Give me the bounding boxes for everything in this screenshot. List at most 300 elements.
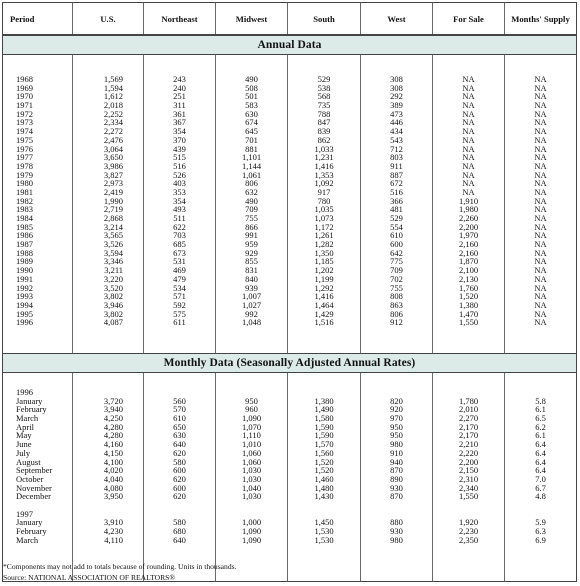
- table-cell: 592: [173, 299, 186, 310]
- table-cell: 370: [173, 134, 186, 145]
- table-cell: 1,092: [314, 178, 334, 189]
- table-cell: 2,100: [458, 265, 479, 276]
- table-cell: 1,569: [103, 74, 123, 84]
- table-cell: NA: [534, 160, 547, 171]
- table-cell: NA: [462, 82, 475, 93]
- table-cell: 3,220: [103, 273, 123, 284]
- table-cell: 2,160: [458, 239, 479, 250]
- table-cell: NA: [534, 169, 547, 180]
- table-cell: 3,986: [103, 160, 123, 171]
- table-cell: 650: [173, 421, 186, 432]
- table-cell: 501: [245, 91, 258, 102]
- table-cell: NA: [534, 308, 547, 319]
- row-label: 1986: [16, 230, 33, 241]
- table-cell: 1,870: [458, 256, 479, 267]
- table-cell: 4,250: [103, 413, 123, 424]
- row-label: 1993: [16, 291, 33, 302]
- table-cell: 622: [173, 221, 186, 232]
- table-cell: 6.2: [535, 421, 546, 432]
- col-header-south: South: [288, 3, 361, 34]
- col-period: [3, 55, 73, 353]
- table-cell: 3,940: [103, 404, 123, 415]
- header-row: [3, 3, 576, 35]
- monthly-data-heading: Monthly Data (Seasonally Adjusted Annual Rates): [3, 353, 576, 373]
- row-label: 1984: [16, 213, 33, 223]
- row-label: March: [16, 413, 39, 424]
- table-cell: 709: [245, 204, 258, 215]
- table-cell: 1,612: [103, 91, 123, 102]
- table-cell: 1,429: [314, 308, 334, 319]
- table-cell: 1,780: [458, 395, 479, 406]
- table-cell: 735: [317, 100, 331, 111]
- row-label: September: [16, 465, 53, 476]
- table-cell: 1,030: [241, 491, 262, 502]
- table-cell: 1,990: [103, 195, 123, 206]
- table-cell: 6.4: [535, 456, 546, 467]
- table-cell: 2,200: [458, 221, 479, 232]
- table-cell: 1,090: [241, 534, 262, 545]
- table-cell: NA: [534, 108, 547, 119]
- table-cell: 2,476: [103, 134, 123, 145]
- table-cell: 831: [245, 265, 258, 276]
- table-cell: 863: [390, 299, 403, 310]
- table-cell: 1,030: [241, 465, 262, 476]
- col-us: [73, 55, 144, 353]
- table-cell: 2,419: [103, 186, 123, 197]
- table-cell: 980: [390, 534, 403, 545]
- table-cell: 5.8: [535, 395, 546, 406]
- table-cell: 939: [245, 282, 258, 293]
- table-cell: 610: [173, 413, 186, 424]
- table-cell: 1,282: [314, 239, 334, 250]
- table-cell: 1,030: [241, 473, 262, 484]
- table-cell: 1,073: [314, 213, 334, 223]
- table-cell: 1,172: [314, 221, 334, 232]
- table-cell: 583: [245, 100, 258, 111]
- table-cell: 1,061: [241, 169, 262, 180]
- table-cell: 4,040: [103, 473, 123, 484]
- table-cell: 4,150: [103, 447, 123, 458]
- table-cell: 775: [390, 256, 403, 267]
- table-cell: 1,980: [458, 204, 479, 215]
- monthly-data-body: [3, 373, 576, 581]
- table-cell: 912: [390, 317, 403, 328]
- table-cell: 600: [390, 239, 403, 250]
- table-cell: 930: [390, 482, 403, 493]
- table-cell: NA: [534, 204, 547, 215]
- row-label: 1989: [16, 256, 33, 267]
- table-cell: 473: [390, 108, 403, 119]
- table-cell: 870: [390, 465, 403, 476]
- table-cell: NA: [462, 152, 475, 163]
- annual-data-heading: Annual Data: [3, 35, 576, 55]
- table-cell: 1,090: [241, 413, 262, 424]
- table-cell: 839: [317, 126, 331, 137]
- table-cell: 531: [173, 256, 186, 267]
- table-cell: 3,526: [103, 239, 123, 250]
- table-cell: 780: [317, 195, 331, 206]
- table-cell: 1,530: [314, 526, 334, 536]
- table-cell: NA: [462, 186, 475, 197]
- row-label: 1975: [16, 134, 33, 145]
- table-cell: 806: [245, 178, 258, 189]
- row-label: August: [16, 456, 41, 467]
- table-cell: 712: [390, 143, 403, 154]
- footnote: *Components may not add to totals because of rounding. Units in thousands.: [3, 562, 237, 571]
- table-cell: 1,470: [458, 308, 479, 319]
- row-label: February: [16, 404, 47, 415]
- table-cell: 1,550: [458, 317, 479, 328]
- table-cell: 5.9: [535, 517, 546, 528]
- table-cell: 808: [390, 291, 403, 302]
- table-cell: 980: [390, 439, 403, 450]
- row-label: 1991: [16, 273, 33, 284]
- table-cell: 4,020: [103, 465, 123, 476]
- table-cell: 881: [245, 143, 258, 154]
- table-cell: 600: [173, 465, 186, 476]
- table-cell: 929: [245, 247, 258, 258]
- table-cell: 560: [173, 395, 186, 406]
- table-cell: 1,520: [314, 456, 334, 467]
- table-cell: 6.5: [535, 413, 546, 424]
- table-cell: 2,220: [458, 447, 479, 458]
- row-label: 1987: [16, 239, 33, 250]
- group-year-label: 1997: [16, 508, 33, 519]
- table-cell: 1,380: [458, 299, 479, 310]
- table-cell: NA: [534, 195, 547, 206]
- table-cell: 554: [390, 221, 403, 232]
- row-label: 1994: [16, 299, 33, 310]
- table-cell: 516: [173, 160, 186, 171]
- table-cell: NA: [534, 291, 547, 302]
- table-cell: 251: [173, 91, 186, 102]
- table-cell: NA: [534, 282, 547, 293]
- table-cell: NA: [534, 273, 547, 284]
- row-label: April: [16, 421, 34, 432]
- row-label: 1985: [16, 221, 33, 232]
- table-cell: 2,270: [458, 413, 479, 424]
- table-cell: 1,594: [103, 82, 123, 93]
- table-cell: 3,565: [103, 230, 123, 241]
- table-cell: 1,520: [458, 291, 479, 302]
- row-label: 1970: [16, 91, 33, 102]
- table-cell: 680: [173, 526, 186, 536]
- table-cell: NA: [534, 82, 547, 93]
- table-cell: 571: [173, 291, 186, 302]
- table-cell: 910: [390, 447, 403, 458]
- table-cell: 292: [390, 91, 403, 102]
- table-cell: 3,802: [103, 308, 123, 319]
- row-label: 1976: [16, 143, 33, 154]
- table-cell: 3,346: [103, 256, 123, 267]
- table-cell: 6.4: [535, 447, 546, 458]
- table-cell: 2,150: [458, 465, 479, 476]
- table-cell: NA: [534, 143, 547, 154]
- table-cell: 600: [173, 482, 186, 493]
- table-cell: 950: [390, 421, 403, 432]
- col-header-months-supply: Months' Supply: [511, 13, 570, 24]
- table-cell: 1,033: [314, 143, 334, 154]
- table-cell: 1,480: [314, 482, 334, 493]
- table-cell: 1,416: [314, 160, 334, 171]
- table-cell: 701: [245, 134, 258, 145]
- table-cell: 992: [245, 308, 258, 319]
- table-cell: 672: [390, 178, 403, 189]
- table-cell: 991: [245, 230, 258, 241]
- table-cell: NA: [534, 265, 547, 276]
- table-cell: 611: [173, 317, 186, 328]
- table-cell: 515: [173, 152, 186, 163]
- table-cell: 4,280: [103, 430, 123, 441]
- table-cell: 508: [245, 82, 258, 93]
- table-cell: 1,350: [314, 247, 334, 258]
- table-cell: 890: [390, 473, 403, 484]
- table-cell: NA: [534, 126, 547, 137]
- table-cell: NA: [534, 299, 547, 310]
- table-cell: 960: [245, 404, 258, 415]
- table-cell: 469: [173, 265, 186, 276]
- table-cell: 3,520: [103, 282, 123, 293]
- table-cell: 703: [173, 230, 186, 241]
- table-cell: 640: [173, 439, 186, 450]
- table-cell: 3,827: [103, 169, 123, 180]
- row-label: July: [16, 447, 31, 458]
- table-cell: 389: [390, 100, 403, 111]
- row-label: 1981: [16, 186, 33, 197]
- table-cell: 575: [173, 308, 186, 319]
- table-cell: 1,530: [314, 534, 334, 545]
- table-cell: NA: [534, 178, 547, 189]
- table-cell: 2,130: [458, 273, 479, 284]
- table-cell: 1,910: [458, 195, 479, 206]
- table-cell: NA: [534, 230, 547, 241]
- table-cell: NA: [534, 256, 547, 267]
- table-cell: 3,910: [103, 517, 123, 528]
- table-cell: 1,199: [314, 273, 334, 284]
- table-cell: 1,027: [241, 299, 262, 310]
- table-cell: 1,007: [241, 291, 262, 302]
- table-cell: 479: [173, 273, 186, 284]
- table-cell: 1,185: [314, 256, 334, 267]
- table-cell: 610: [390, 230, 403, 241]
- table-cell: 1,090: [241, 526, 262, 536]
- table-cell: 1,490: [314, 404, 334, 415]
- table-cell: 4,230: [103, 526, 123, 536]
- table-cell: 4,110: [104, 534, 123, 545]
- table-cell: 240: [173, 82, 186, 93]
- table-cell: 6.7: [535, 482, 546, 493]
- table-cell: 2,010: [458, 404, 479, 415]
- table-cell: 950: [390, 430, 403, 441]
- row-label: 1968: [16, 74, 33, 84]
- table-cell: 439: [173, 143, 186, 154]
- table-cell: NA: [462, 143, 475, 154]
- table-cell: 959: [245, 239, 258, 250]
- table-cell: NA: [462, 117, 475, 128]
- table-cell: 2,260: [458, 213, 479, 223]
- table-cell: 1,460: [314, 473, 334, 484]
- table-cell: 2,334: [103, 117, 123, 128]
- col-midwest: [216, 55, 288, 353]
- table-cell: 1,144: [241, 160, 262, 171]
- table-cell: 6.3: [535, 526, 546, 536]
- table-cell: 1,040: [241, 482, 262, 493]
- table-cell: 620: [173, 447, 186, 458]
- table-cell: 2,230: [458, 526, 479, 536]
- table-cell: 1,380: [314, 395, 334, 406]
- table-cell: 6.1: [535, 430, 546, 441]
- table-cell: NA: [534, 317, 547, 328]
- table-cell: 534: [173, 282, 186, 293]
- table-cell: 685: [173, 239, 186, 250]
- col-for-sale: [433, 373, 505, 581]
- table-cell: 366: [390, 195, 403, 206]
- table-cell: 803: [390, 152, 403, 163]
- table-cell: 847: [317, 117, 331, 128]
- table-cell: 1,516: [314, 317, 334, 328]
- table-cell: 4.8: [535, 491, 546, 502]
- table-cell: 1,920: [458, 517, 479, 528]
- table-cell: 1,550: [458, 491, 479, 502]
- table-cell: NA: [534, 247, 547, 258]
- table-cell: NA: [534, 117, 547, 128]
- table-cell: 580: [173, 456, 186, 467]
- table-cell: 538: [317, 82, 331, 93]
- table-cell: 516: [390, 186, 403, 197]
- table-cell: 1,760: [458, 282, 479, 293]
- table-cell: 840: [245, 273, 258, 284]
- table-cell: 1,035: [314, 204, 334, 215]
- table-cell: 862: [317, 134, 331, 145]
- table-cell: 4,080: [103, 482, 123, 493]
- table-cell: NA: [534, 91, 547, 102]
- table-cell: 4,100: [103, 456, 123, 467]
- table-cell: NA: [534, 213, 547, 223]
- table-cell: 2,252: [103, 108, 123, 119]
- table-cell: 529: [317, 74, 331, 84]
- table-cell: 446: [390, 117, 403, 128]
- row-label: 1977: [16, 152, 33, 163]
- col-months-supply: [505, 373, 576, 581]
- table-cell: 632: [245, 186, 258, 197]
- table-cell: 755: [390, 282, 403, 293]
- table-cell: 788: [317, 108, 331, 119]
- table-cell: 1,231: [314, 152, 334, 163]
- table-cell: NA: [534, 134, 547, 145]
- col-west: [361, 373, 433, 581]
- table-cell: NA: [462, 134, 475, 145]
- row-label: 1972: [16, 108, 33, 119]
- col-midwest: [216, 373, 288, 581]
- table-cell: 511: [173, 213, 186, 223]
- table-cell: 1,580: [314, 413, 334, 424]
- table-cell: 674: [245, 117, 258, 128]
- table-cell: 630: [173, 430, 186, 441]
- annual-data-body: [3, 55, 576, 353]
- table-cell: 1,010: [241, 439, 262, 450]
- col-header-midwest: Midwest: [216, 3, 288, 34]
- table-cell: 526: [173, 169, 186, 180]
- table-cell: 2,170: [458, 430, 479, 441]
- table-cell: 354: [173, 126, 186, 137]
- table-cell: 2,200: [458, 456, 479, 467]
- table-cell: 493: [173, 204, 186, 215]
- col-header-northeast: Northeast: [144, 3, 216, 34]
- table-cell: 911: [390, 160, 403, 171]
- table-cell: 353: [173, 186, 186, 197]
- table-cell: 620: [173, 491, 186, 502]
- table-cell: 3,650: [103, 152, 123, 163]
- row-label: November: [16, 482, 52, 493]
- row-label: 1983: [16, 204, 33, 215]
- table-cell: 6.4: [535, 465, 546, 476]
- col-header-west: West: [361, 3, 433, 34]
- col-west: [361, 55, 433, 353]
- table-cell: 1,261: [314, 230, 334, 241]
- table-cell: NA: [534, 74, 547, 84]
- table-cell: NA: [462, 178, 475, 189]
- table-cell: 1,520: [314, 465, 334, 476]
- table-cell: 4,160: [103, 439, 123, 450]
- table-cell: 7.0: [535, 473, 546, 484]
- row-label: May: [16, 430, 32, 441]
- col-for-sale: [433, 55, 505, 353]
- col-northeast: [144, 373, 216, 581]
- col-header-us: U.S.: [73, 3, 144, 34]
- row-label: 1996: [16, 317, 33, 328]
- row-label: 1971: [16, 100, 33, 111]
- col-period: [3, 373, 73, 581]
- table-cell: 1,101: [241, 152, 262, 163]
- row-label: 1974: [16, 126, 33, 137]
- table-cell: 568: [317, 91, 331, 102]
- table-cell: 3,064: [103, 143, 123, 154]
- row-label: 1982: [16, 195, 33, 206]
- table-cell: 2,210: [458, 439, 479, 450]
- table-cell: 367: [173, 117, 186, 128]
- table-cell: 673: [173, 247, 186, 258]
- table-cell: 311: [173, 100, 186, 111]
- table-cell: 709: [390, 265, 403, 276]
- table-cell: NA: [534, 152, 547, 163]
- table-cell: 3,214: [103, 221, 123, 232]
- table-cell: 917: [317, 186, 331, 197]
- row-label: 1969: [16, 82, 33, 93]
- table-cell: 6.1: [535, 404, 546, 415]
- table-cell: 950: [245, 395, 258, 406]
- table-cell: NA: [462, 74, 475, 84]
- table-cell: 930: [390, 526, 403, 536]
- table-cell: NA: [462, 91, 475, 102]
- row-label: 1978: [16, 160, 33, 171]
- table-cell: 3,211: [104, 265, 123, 276]
- table-cell: 4,087: [103, 317, 123, 328]
- col-northeast: [144, 55, 216, 353]
- table-cell: 3,950: [103, 491, 123, 502]
- table-cell: NA: [534, 221, 547, 232]
- row-label: 1995: [16, 308, 33, 319]
- col-south: [288, 373, 361, 581]
- table-cell: NA: [534, 239, 547, 250]
- row-label: 1992: [16, 282, 33, 293]
- table-cell: 855: [245, 256, 258, 267]
- table-cell: 434: [390, 126, 403, 137]
- row-label: December: [16, 491, 51, 502]
- col-months-supply: [505, 55, 576, 353]
- table-cell: 490: [245, 74, 258, 84]
- table-cell: NA: [462, 100, 475, 111]
- row-label: January: [16, 517, 43, 528]
